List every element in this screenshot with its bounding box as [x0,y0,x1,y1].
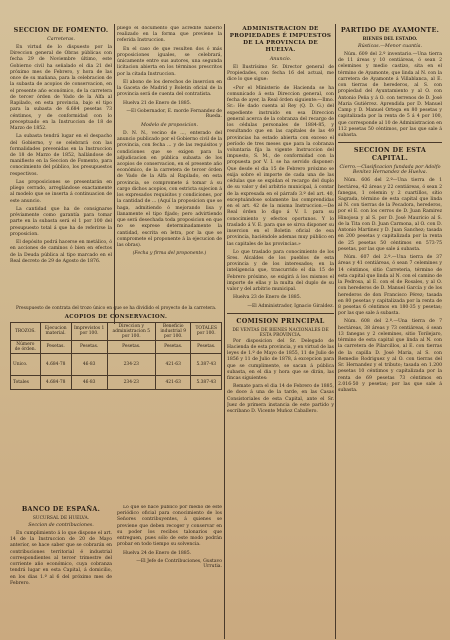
budget-table [10,322,222,390]
section-subtitle: Anuncio. [269,56,292,62]
table-subheader: Pesetas. [155,340,191,353]
table-subheader: Pesetas. [40,340,71,353]
paragraph: Lo que traslado para conocimiento de los Sres. Alcaldes de los pueblos de esta provincia y de los interesados; en la inteligencia que, trascurrido el dia 15 de Febrero próximo, se exigirá á los mismos el importe de ellas y la multa del duplo de su valor y del arbitrio municipal. [227,249,334,293]
paragraph: Núm. 607 del 2.º.—Una tierra de 37 áreas y 41 centiáreas, ó sean 7 celemines y 14 céntimos, sitio Carreteria, término de esta capital que linda al N. con el camino de la Pedrosa, al E. con el de Rosales, y al O. con herederos de D. Manuel García y de los herederos de don Francisco Pérez; tasada en 80 pesetas y capitalizada por la renta de 8 pesetas 6 céntimos en 180·35 y pesetas; por las que sale á subasta. [338,255,442,317]
paragraph: El depósito podrá hacerse en metálico, ó en acciones de caminos ó bien en efectos de la Deuda pública al tipo marcado en el Real decreto de 29 de Agosto de 1876. [10,240,112,264]
section-title: PARTIDO DE AYAMONTE. [340,26,440,34]
column-divider [224,24,225,639]
table-cell: 5.387·43 [191,353,222,375]
table-subheader: Pesetas. [71,340,107,353]
paragraph: Núm. 606 del 2.º—Una tierra de 1 hectárea, 42 áreas y 22 centiáreas, ó sean 2 fanegas, 1 celemin y 2 cuartillos, sitio Sagrada, término de esta capital que linda al N. con tierras de la Pecadora, herederos, por el E. con los cerros de D. Juan Ramirez Hinojosa y al S. por D. José Mauricio al S. de la Tita con D. Juan Carmona, al O. con D. Antonio Martinez y D. Juan Sanchez; tasada en 200 pesetas y capitalizada por la renta de 25 pesetas 50 céntimos en 573·75 pesetas, por las que sale á subasta. [338,178,442,252]
paragraph: Remate para el dia 14 de Febrero de 1885, de doce á una de la tarde, en las Casas Consistoriales de esta Capital, ante el Sr. Juez de primera instancia de este partido y escribano D. Vicente Muñoz Caballero. [227,384,334,415]
date-line: Huelva 21 de Enero de 1885. [123,100,192,106]
table-cell: 234·23 [107,353,155,375]
paragraph: Por disposicion del Sr. Delegado de Hacienda de esta provincia, y en virtud de las leyes de 1.º de Mayo de 1855, 11 de Julio de 1856 y 11 de Julio de 1878, á excepcion para que se cumplimente, se sacan á pública subasta, en el dia y hora que se dirán, las fincas siguientes: [227,338,334,382]
table-header: TOTALES por 100. [191,322,222,340]
date-line: Huelva 24 de Enero de 1885. [123,550,192,556]
bank-subtitle-2: Seccion de contribuciones. [28,523,94,528]
bank-title: BANCO DE ESPAÑA. [21,505,101,513]
model-text: D. N. N., vecino de ..., enterado del anuncio publicado por el Gobierno civil de la provincia, con fecha ... y de las requisitos y condiciones que se exigen para la adjudicacion en pública subasta de los acopios de conservacion, en el presente año económico, de la carretera de tercer órden de Vado de la Alfa al Rapilado, en esta provincia, se compromete á tomar á su cargo dichos acopios, con estricta sujecion á los expresados requisitos y condiciones, por la cantidad de ... (Aquí la proposicion que se haga, admitiendo ó mejorando lisa y llanamente el tipo fijado; pero advirtiendo que será desechada toda proposicion en que no se exprese determinadamente la cantidad, escrita en letra, por la que se compromete el proponente á la ejecucion de las obras). [117,130,222,249]
column-divider [335,24,336,639]
column-1 [10,26,112,331]
column-3 [227,26,334,636]
paragraph: «Por el Ministerio de Hacienda se ha comunicado á esta Direccion general, con fecha de ayer, la Real órden siguiente:—Ilmo. Sr.: He dado cuenta al Rey (Q. D. G.) del expediente instruido en esa Direccion general acerca de la cobranza del recargo de los cédulas personales de 1884-85, y resultando que en las capitales de las 49 provincias ha estado abierta con exceso el período de tres meses que para la cobranza voluntaria fija la vigente Instruccion del impuesto, S. M., de conformidad con la propuesta por V. I. se ha servido disponer: Que desde el dia 15 de Febrero próximo se exija sobre el importe de cada una de las cédulas que se expidan el recargo del duplo de su valor y del arbitrio municipal, á contar de la expresada en el párrafo 3.º del art. 40, exceptuándose solamente las comprendidas en el art. 42 de la misma Instruccion.—De Real órden lo digo á V. I. para su conocimiento y efectos oportunos. Y lo traslado á V. E. para que se sirva disponer su insercion en el Boletin oficial de esa provincia, haciéndole ademas muy público en las capitales de las provincias.» [227,85,334,247]
table-cell: 46·83 [71,375,107,389]
paragraph: Las proposiciones se presentarán en pliego cerrado, arreglándose exactamente al modelo que se inserta á continuacion de este anuncio. [10,179,112,204]
paragraph: En virtud de lo dispuesto por la Direccion general de Obras públicas con fecha 29 de Noviembre último, este Gobierno civil ha señalado el dia 21 del próximo mes de Febrero, y hora de las once de su mañana, para la celebracion de la subasta de acopios de conservacion, en el presente año económico, de la carretera de tercer órden de Vado de la Alfa al Rapilado, en esta provincia, bajo el tipo para la subasta de 6.684 pesetas 73 céntimos, y de conformidad con lo preceptuado en la Instruccion de 18 de Marzo de 1852. [10,45,112,132]
table-cell: 234·23 [107,375,155,389]
table-header: Ejecucion material. [40,322,71,340]
table-cell: 421·63 [155,375,191,389]
bank-notice [10,505,112,635]
separator [227,313,334,314]
table-cell: 4.684·78 [40,375,71,389]
signature: —El Jefe de Contribuciones, Gustavo Urrutia. [136,558,222,569]
capital-section-title: SECCION DE ESTA CAPITAL. [353,146,427,163]
table-title: ACOPIOS DE CONSERVACION. [64,313,168,320]
table-cell: 5.387·43 [191,375,222,389]
section-subtitle: BIENES DEL ESTADO. [362,37,418,42]
paragraph: La cantidad que ha de consignarse préviamente como garantía para tomar parte en la subasta será el 1 por 100 del presupuesto total á que ha de referirse la proposicion. [10,206,112,237]
model-signature: (Fecha y firma del proponente.) [132,251,207,257]
bank-notice-cont [117,505,222,635]
table-subheader: Pesetas. [107,340,155,353]
table-cell: 421·63 [155,353,191,375]
table-cell: 4.684·78 [40,353,71,375]
section-subtitle: Carreteras. [47,37,75,42]
table-header: Direccion y administracion 5 por 100. [107,322,155,340]
date-line: Huelva 23 de Enero de 1885. [233,295,302,301]
paragraph: Núm. 609 del 2.º inventario.—Una tierra de 11 áreas y 10 centiáreas, ó sean 2 celemines y medio castizo, sita en el término de Ayamonte, que linda al N. con la carretera de Ayamonte á Villablanca, al E. con tierras de herederos, al S. con propiedad del Ayuntamiento y al O. con Antonio Peña y á O. con terrenos de D. José Maria Gutiérrez. Aprendida por D. Manuel Camp y D. Manuel Ortega en 80 pesetas y capitalizada por la renta de 5 á 4 por 100, que corresponde al 10 de Administracion en 112 pesetas 50 céntimos, por las que sale á subasta. [338,52,442,139]
table-subheader: Número de órden. [11,340,41,353]
paragraph: La subasta tendrá lugar en el despacho del Gobierno, y se celebrará con las formalidades prevenidas en la Instruccion de 18 de Marzo de 1852, hallándose de manifiesto en la Seccion de Fomento, para conocimiento del público, los presupuestos respectivos. [10,134,112,177]
capital-section-subtitle: Cierro.—Clasificacion fundada por Adolfo Benitez Hernandez de Huelva. [339,165,441,176]
model-title: Modelo de proposicion. [140,122,199,128]
section-title: SECCION DE FOMENTO. [13,26,109,34]
bank-subtitle: SUCURSAL DE HUELVA. [32,516,90,521]
table-subheader: Pesetas. [191,340,222,353]
paragraph: En cumplimiento á lo que dispone el art. 14 de la Instruccion de 20 de Mayo anterior, se hace saber que se cobrarán en contribuciones territorial é industrial correspondientes al tercer trimestre del corriente año económico, cuya cobranza tendrá lugar en esta Capital, á domicilio, en los dias 1.º al 6 del próximo mes de Febrero. [10,531,112,586]
section-subtitle-2: Rústicas.—Menor cuantía. [357,44,423,49]
paragraph: Lo que se hace público por medio de este periódico oficial para conocimiento de los Señores contribuyentes, á quienes se previene que deben recoger y conservar en su poder los recibos talonarios que entreguen, pues sólo de este modo podrán probar en todo tiempo su solvencia. [117,505,222,548]
section-title: ADMINISTRACION DE PROPIEDADES É IMPUESTOS DE LA PROVINCIA DE HUELVA. [229,26,332,53]
paragraph: El abono de los derechos de insercion en la Gaceta de Madrid y Boletin oficial de la provincia será de cuenta del contratista. [117,79,222,98]
table-header: Beneficio industrial 9 por 100. [155,322,191,340]
table-header: TROZOS. [11,322,41,340]
table-intro: Presupuesto de contrata del trozo único en que se ha dividido el proyecto de la carretera. [16,306,217,311]
table-row-label: Totales [11,375,41,389]
column-divider [114,24,115,324]
paragraph: Núm. 608 del 2.º.—Una tierra de 7 hectáreas, 38 áreas y 73 centiáreas, ó sean 13 fanegas y 2 celemines, sitio Torilejaro, término de esta capital que linda al N. con la carretera de Pilarcillos, al E. con tierras de la capilla D. José Maria, al S. con Remedio Rodriguez y al O. con tierras del Sr. Hernandez y el tributo; tasada en 1.200 pesetas 10 céntimos y capitalizada por la renta de 69 pesetas 73 céntimos en 2.016·50 y pesetas; por las que sale á subasta. [338,319,442,394]
commission-subtitle: DE VENTAS DE BIENES NACIONALES DE ESTA PROVINCIA. [232,327,329,338]
commission-title: COMISION PRINCIPAL [236,316,325,325]
paragraph: pliego el documento que acredite haberlo realizado en la forma que previene la referida Instruccion. [117,26,222,44]
paragraph: En el caso de que resulten dos ó más proposiciones iguales, se celebrará, únicamente entre sus autores, una segunda licitacion abierta en los términos prescritos por la citada Instruccion. [117,46,222,77]
column-2 [117,26,222,331]
signature: —El Gobernador, E. morde Fernandez de Rueda. [126,108,222,119]
budget-table-block [10,306,222,390]
paragraph: El Ilustrísimo Sr. Director general de Propiedades, con fecha 16 del actual, me dice lo que sigue: [227,64,334,83]
separator [338,142,442,143]
column-4 [338,26,442,636]
table-header: Imprevistos 1 por 100. [71,322,107,340]
table-cell: 46·83 [71,353,107,375]
table-row-label: Unico. [11,353,41,375]
signature: —El Administrador, Ignacio Giraldez. [247,303,334,309]
